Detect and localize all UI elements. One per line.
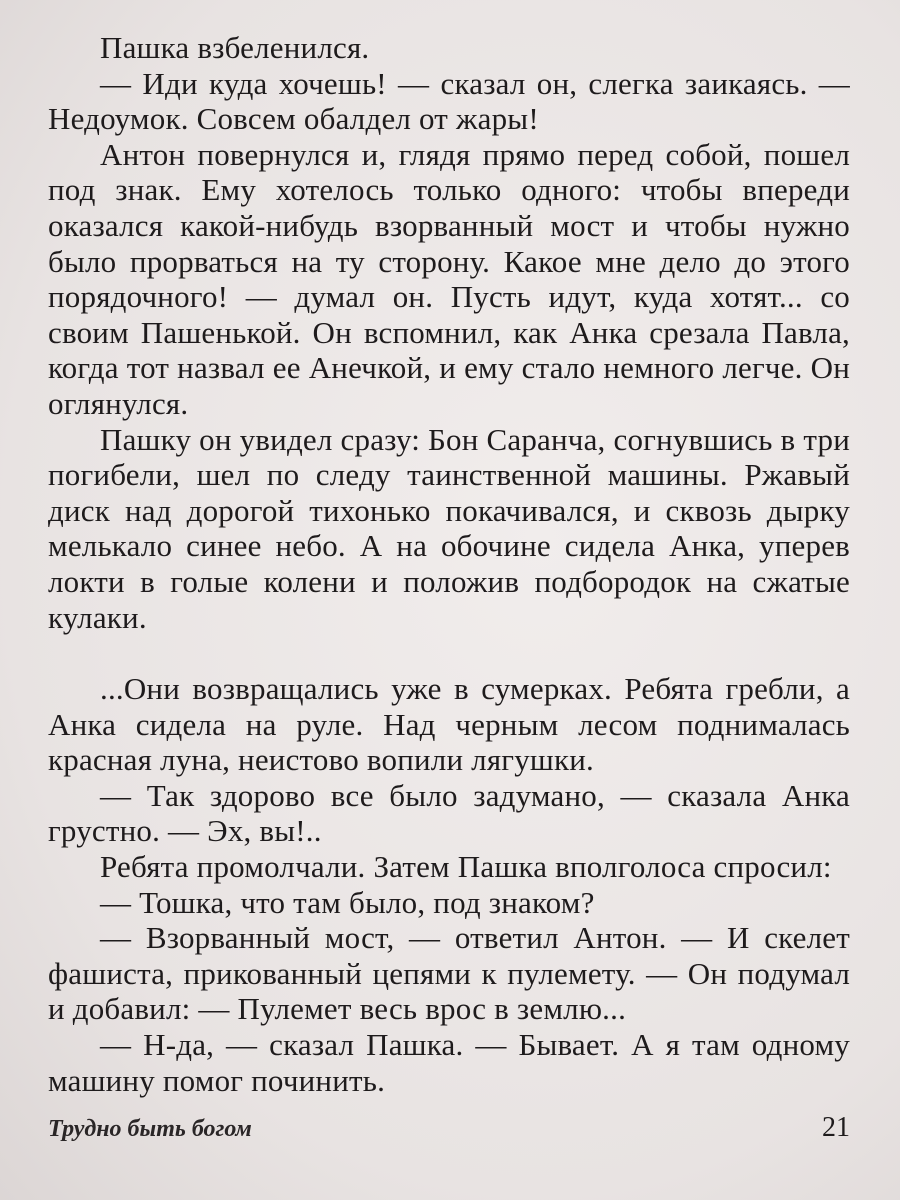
- page-number: 21: [822, 1112, 850, 1143]
- paragraph: — Н-да, — сказал Пашка. — Бывает. А я там одному машину помог починить.: [48, 1027, 850, 1098]
- running-title: Трудно быть богом: [48, 1116, 252, 1142]
- paragraph: — Так здорово все было задумано, — сказала Анка грустно. — Эх, вы!..: [48, 777, 850, 849]
- paragraph: — Иди куда хочешь! — сказал он, слегка заикаясь. — Недоумок. Совсем обалдел от жары!: [48, 65, 850, 137]
- paragraph: ...Они возвращались уже в сумерках. Ребята гребли, а Анка сидела на руле. Над черным лесом поднималась красная луна, неистово вопили лягушки.: [48, 671, 850, 778]
- paragraph: Ребята промолчали. Затем Пашка вполголоса спросил:: [100, 849, 832, 885]
- paragraph: — Взорванный мост, — ответил Антон. — И скелет фашиста, прикованный цепями к пулемету. — Он подумал и добавил: — Пулемет весь врос в землю...: [48, 920, 850, 1027]
- paragraph: Пашку он увидел сразу: Бон Саранча, согнувшись в три погибели, шел по следу таинственной машины. Ржавый диск над дорогой тихонько покачивался, и сквозь дырку мелькало синее небо. А на обочине сидела Анка, уперев локти в голые колени и положив подбородок на сжатые кулаки.: [48, 421, 850, 635]
- section-2: [48, 671, 850, 1098]
- paragraph: Антон повернулся и, глядя прямо перед собой, пошел под знак. Ему хотелось только одного: чтобы впереди оказался какой-нибудь взорванный мост и чтобы нужно было прорваться на ту сторону. Какое мне дело до этого порядочного! — думал он. Пусть идут, куда хотят... со своим Пашенькой. Он вспомнил, как Анка срезала Павла, когда тот назвал ее Анечкой, и ему стало немного легче. Он оглянулся.: [48, 136, 850, 421]
- section-break: [48, 635, 850, 671]
- paragraph: Пашка взбеленился.: [100, 30, 370, 65]
- paragraph: — Тошка, что там было, под знаком?: [100, 884, 595, 920]
- section-1: [48, 30, 850, 635]
- text-block: [48, 30, 850, 1098]
- page-footer: [48, 1112, 850, 1144]
